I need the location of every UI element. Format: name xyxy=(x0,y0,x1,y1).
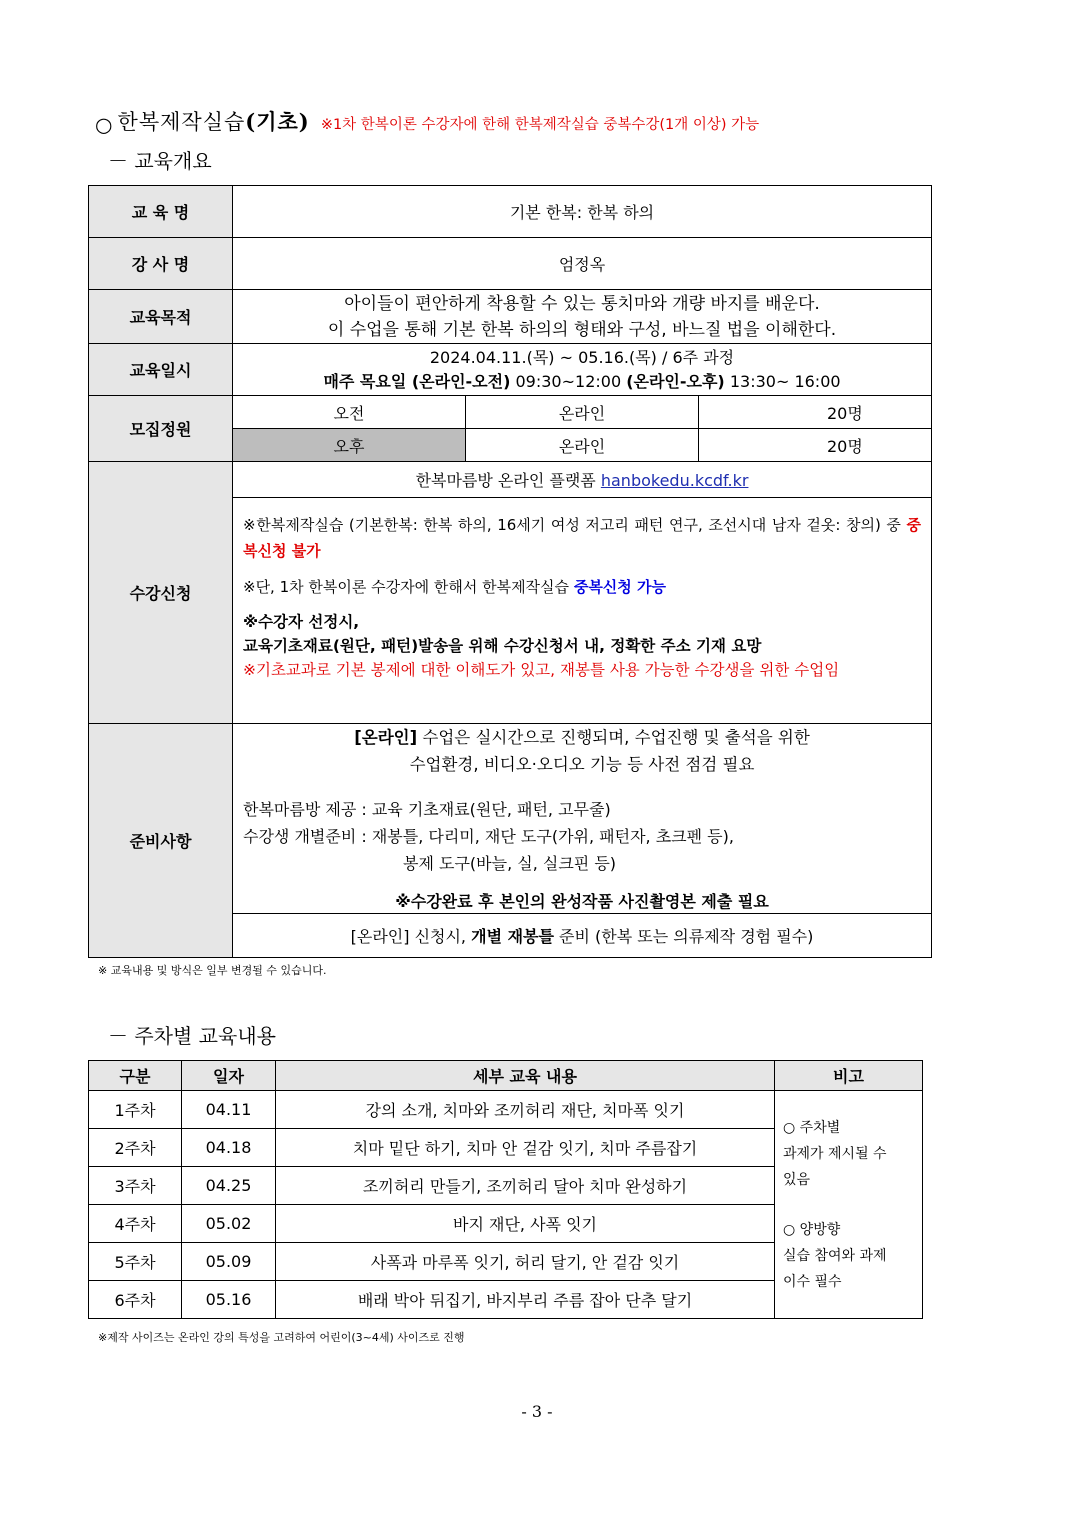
date-cell: 05.16 xyxy=(182,1281,276,1319)
recruit-label: 모집정원 xyxy=(89,396,233,462)
apply-note-3: ※수강자 선정시, xyxy=(243,613,360,631)
apply-note-2: ※단, 1차 한복이론 수강자에 한해서 한복제작실습 중복신청 가능 xyxy=(243,578,666,596)
col-header: 비고 xyxy=(775,1061,923,1091)
recruit-session: 오전 xyxy=(233,396,466,429)
date-line: 매주 목요일 (온라인-오전) 09:30~12:00 (온라인-오후) 13:30~ 16:00 xyxy=(323,371,841,391)
content-cell: 치마 밑단 하기, 치마 안 겉감 잇기, 치마 주름잡기 xyxy=(276,1129,775,1167)
recruit-count: 20명 xyxy=(699,429,932,462)
content-cell: 사폭과 마루폭 잇기, 허리 달기, 안 겉감 잇기 xyxy=(276,1243,775,1281)
col-header: 세부 교육 내용 xyxy=(276,1061,775,1091)
col-header: 구분 xyxy=(89,1061,182,1091)
recruit-mode: 온라인 xyxy=(466,429,699,462)
apply-label: 수강신청 xyxy=(89,462,233,724)
week-cell: 5주차 xyxy=(89,1243,182,1281)
title-main: 한복제작실습(기초) xyxy=(117,109,310,134)
prep-online xyxy=(243,724,921,778)
apply-note-3b: 교육기초재료(원단, 패턴)발송을 위해 수강신청서 내, 정확한 주소 기재 요망 xyxy=(243,637,762,655)
recruit-count: 20명 xyxy=(699,396,932,429)
date-cell: 04.18 xyxy=(182,1129,276,1167)
week-cell: 2주차 xyxy=(89,1129,182,1167)
apply-platform: 한복마름방 온라인 플랫폼 hanbokedu.kcdf.kr xyxy=(233,462,932,498)
week-cell: 4주차 xyxy=(89,1205,182,1243)
date-cell: 04.25 xyxy=(182,1167,276,1205)
remark-line: ○ 양방향 xyxy=(783,1221,841,1238)
prep-individual-2: 봉제 도구(바늘, 실, 실크핀 등) xyxy=(403,854,617,873)
section-title xyxy=(95,106,759,137)
apply-note-1: ※한복제작실습 (기본한복: 한복 하의, 16세기 여성 저고리 패턴 연구, 조선시대 남자 겉옷: 창의) 중 중복신청 불가 xyxy=(243,516,921,560)
remark-line: ○ 주차별 xyxy=(783,1119,841,1136)
goal-value xyxy=(233,290,932,344)
prep-last: [온라인] 신청시, 개별 재봉틀 준비 (한복 또는 의류제작 경험 필수) xyxy=(233,914,932,958)
date-cell: 05.09 xyxy=(182,1243,276,1281)
remark-line: 실습 참여와 과제 xyxy=(783,1247,887,1264)
prep-individual: 수강생 개별준비 : 재봉틀, 다리미, 재단 도구(가위, 패턴자, 초크펜 등), xyxy=(243,827,734,846)
overview-footnote: ※ 교육내용 및 방식은 일부 변경될 수 있습니다. xyxy=(98,964,327,977)
content-cell: 강의 소개, 치마와 조끼허리 재단, 치마폭 잇기 xyxy=(276,1091,775,1129)
week-cell: 6주차 xyxy=(89,1281,182,1319)
date-label: 교육일시 xyxy=(89,344,233,396)
goal-line: 아이들이 편안하게 착용할 수 있는 통치마와 개량 바지를 배운다. xyxy=(344,293,820,314)
recruit-session: 오후 xyxy=(233,429,466,462)
date-cell: 05.02 xyxy=(182,1205,276,1243)
page-number: - 3 - xyxy=(521,1402,553,1421)
platform-link[interactable]: hanbokedu.kcdf.kr xyxy=(600,471,749,490)
prep-submit: ※수강완료 후 본인의 완성작품 사진촬영본 제출 필요 xyxy=(395,892,769,911)
name-value: 기본 한복: 한복 하의 xyxy=(233,186,932,238)
table-row xyxy=(89,1091,923,1129)
week-cell: 1주차 xyxy=(89,1091,182,1129)
remark-line: 과제가 제시될 수 xyxy=(783,1145,887,1162)
name-label: 교 육 명 xyxy=(89,186,233,238)
prep-provide: 한복마름방 제공 : 교육 기초재료(원단, 패턴, 고무줄) xyxy=(243,800,611,819)
content-cell: 배래 박아 뒤집기, 바지부리 주름 잡아 단추 달기 xyxy=(276,1281,775,1319)
instructor-value: 엄정옥 xyxy=(233,238,932,290)
prep-content xyxy=(233,724,932,914)
goal-label: 교육목적 xyxy=(89,290,233,344)
instructor-label: 강 사 명 xyxy=(89,238,233,290)
prep-materials xyxy=(243,796,921,877)
recruit-mode: 온라인 xyxy=(466,396,699,429)
prep-online-line: 수업환경, 비디오·오디오 기능 등 사전 점검 필요 xyxy=(409,755,755,774)
weekly-table xyxy=(88,1060,923,1319)
bullet-circle-icon: ○ xyxy=(95,112,113,137)
prep-online-line: [온라인] 수업은 실시간으로 진행되며, 수업진행 및 출석을 위한 xyxy=(354,728,810,747)
weekly-heading: － 주차별 교육내용 xyxy=(108,1024,276,1048)
date-value xyxy=(233,344,932,396)
content-cell: 조끼허리 만들기, 조끼허리 달아 치마 완성하기 xyxy=(276,1167,775,1205)
apply-note-4: ※기초교과로 기본 봉제에 대한 이해도가 있고, 재봉틀 사용 가능한 수강생을 위한 수업임 xyxy=(243,661,840,679)
week-cell: 3주차 xyxy=(89,1167,182,1205)
prep-label: 준비사항 xyxy=(89,724,233,958)
remark-cell xyxy=(775,1091,923,1319)
date-cell: 04.11 xyxy=(182,1091,276,1129)
remark-line: 이수 필수 xyxy=(783,1273,842,1290)
weekly-footnote: ※제작 사이즈는 온라인 강의 특성을 고려하여 어린이(3~4세) 사이즈로 진행 xyxy=(98,1331,465,1344)
remark-line: 있음 xyxy=(783,1171,811,1188)
title-note: ※1차 한복이론 수강자에 한해 한복제작실습 중복수강(1개 이상) 가능 xyxy=(320,117,760,133)
col-header: 일자 xyxy=(182,1061,276,1091)
overview-table xyxy=(88,185,932,958)
content-cell: 바지 재단, 사폭 잇기 xyxy=(276,1205,775,1243)
apply-notes xyxy=(233,498,932,724)
goal-line: 이 수업을 통해 기본 한복 하의의 형태와 구성, 바느질 법을 이해한다. xyxy=(327,319,837,340)
overview-heading: － 교육개요 xyxy=(108,149,212,173)
date-line: 2024.04.11.(목) ~ 05.16.(목) / 6주 과정 xyxy=(429,347,735,367)
